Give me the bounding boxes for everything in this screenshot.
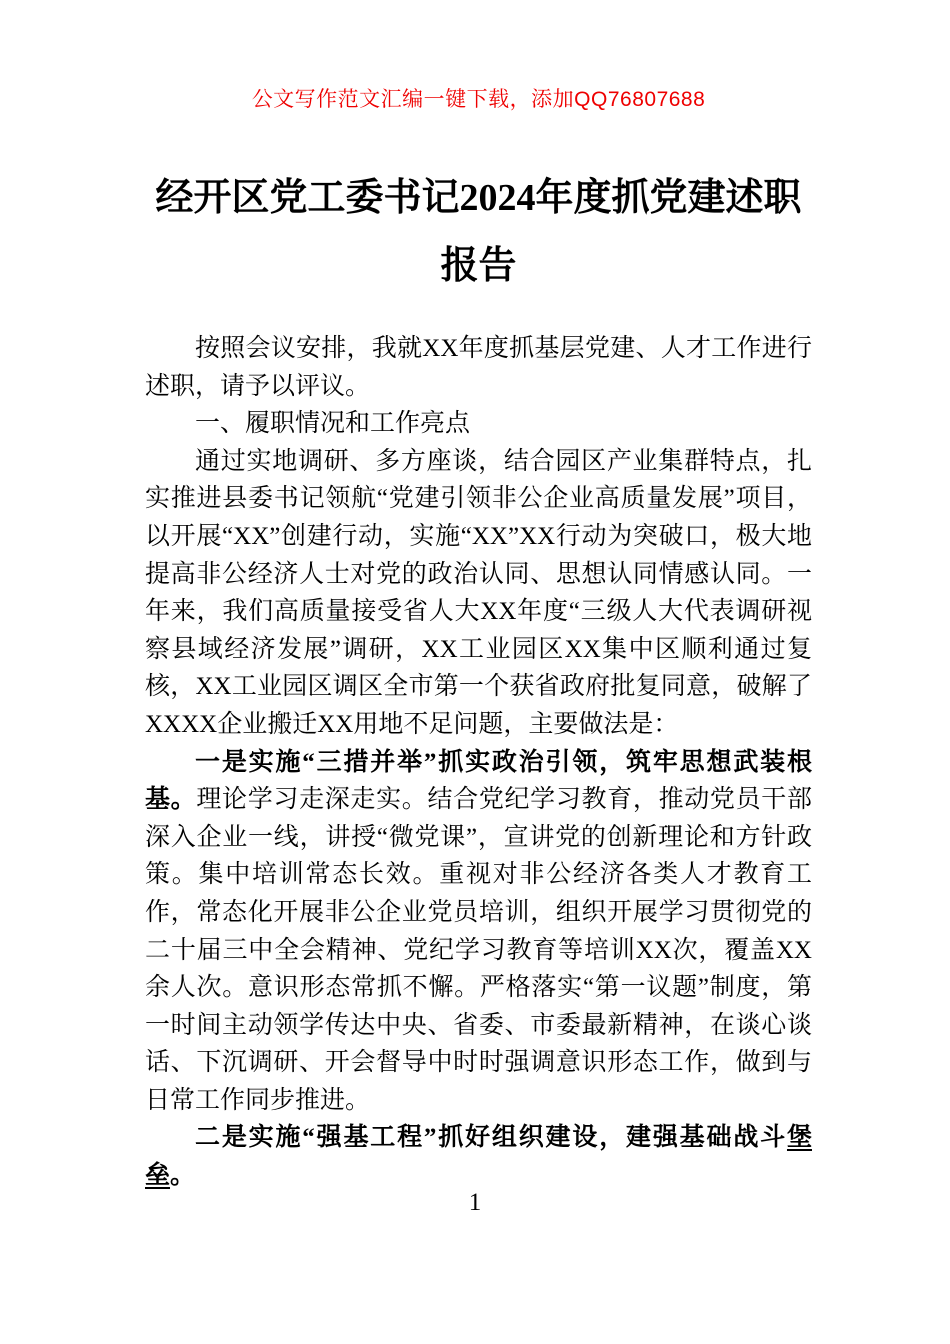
document-body [145, 330, 812, 1195]
text-run: 理论学习走深走实。结合党纪学习教育，推动党员干部深入企业一线，讲授“微党课”，宣讲党的创新理论和方针政策。集中培训常态长效。重视对非公经济各类人才教育工作，常态化开展非公企业党员培训，组织开展学习贯彻党的二十届三中全会精神、党纪学习教育等培训XX次，覆盖XX余人次。意识形态常抓不懈。严格落实“第一议题”制度，第一时间主动领学传达中央、省委、市委最新精神，在谈心谈话、下沉调研、开会督导中时时强调意识形态工作，做到与日常工作同步推进。 [145, 786, 812, 1114]
text-run: 通过实地调研、多方座谈，结合园区产业集群特点，扎实推进县委书记领航“党建引领非公企业高质量发展”项目，以开展“XX”创建行动，实施“XX”XX行动为突破口，极大地提高非公经济人士对党的政治认同、思想认同情感认同。一年来，我们高质量接受省人大XX年度“三级人大代表调研视察县域经济发展”调研，XX工业园区XX集中区顺利通过复核，XX工业园区调区全市第一个获省政府批复同意，破解了XXXX企业搬迁XX用地不足问题，主要做法是： [145, 447, 812, 738]
paragraph [145, 443, 812, 744]
text-run: 堡垒 [145, 1124, 812, 1190]
text-run: 。 [170, 1162, 196, 1190]
paragraph [145, 744, 812, 1120]
paragraph [145, 330, 812, 405]
text-run: 按照会议安排，我就XX年度抓基层党建、人才工作进行述职，请予以评议。 [145, 335, 812, 400]
paragraph [145, 1119, 812, 1194]
header-notice: 公文写作范文汇编一键下载，添加QQ76807688 [251, 88, 706, 111]
document-title: 经开区党工委书记2024年度抓党建述职报告 [155, 177, 802, 287]
text-run: 一是实施“三措并举”抓实政治引领，筑牢思想武装根基。 [145, 748, 812, 814]
page-number: 1 [468, 1189, 482, 1216]
section-heading [145, 405, 812, 443]
text-run: 一、履职情况和工作亮点 [195, 410, 471, 438]
text-run: 二是实施“强基工程”抓好组织建设，建强基础战斗 [195, 1124, 787, 1152]
